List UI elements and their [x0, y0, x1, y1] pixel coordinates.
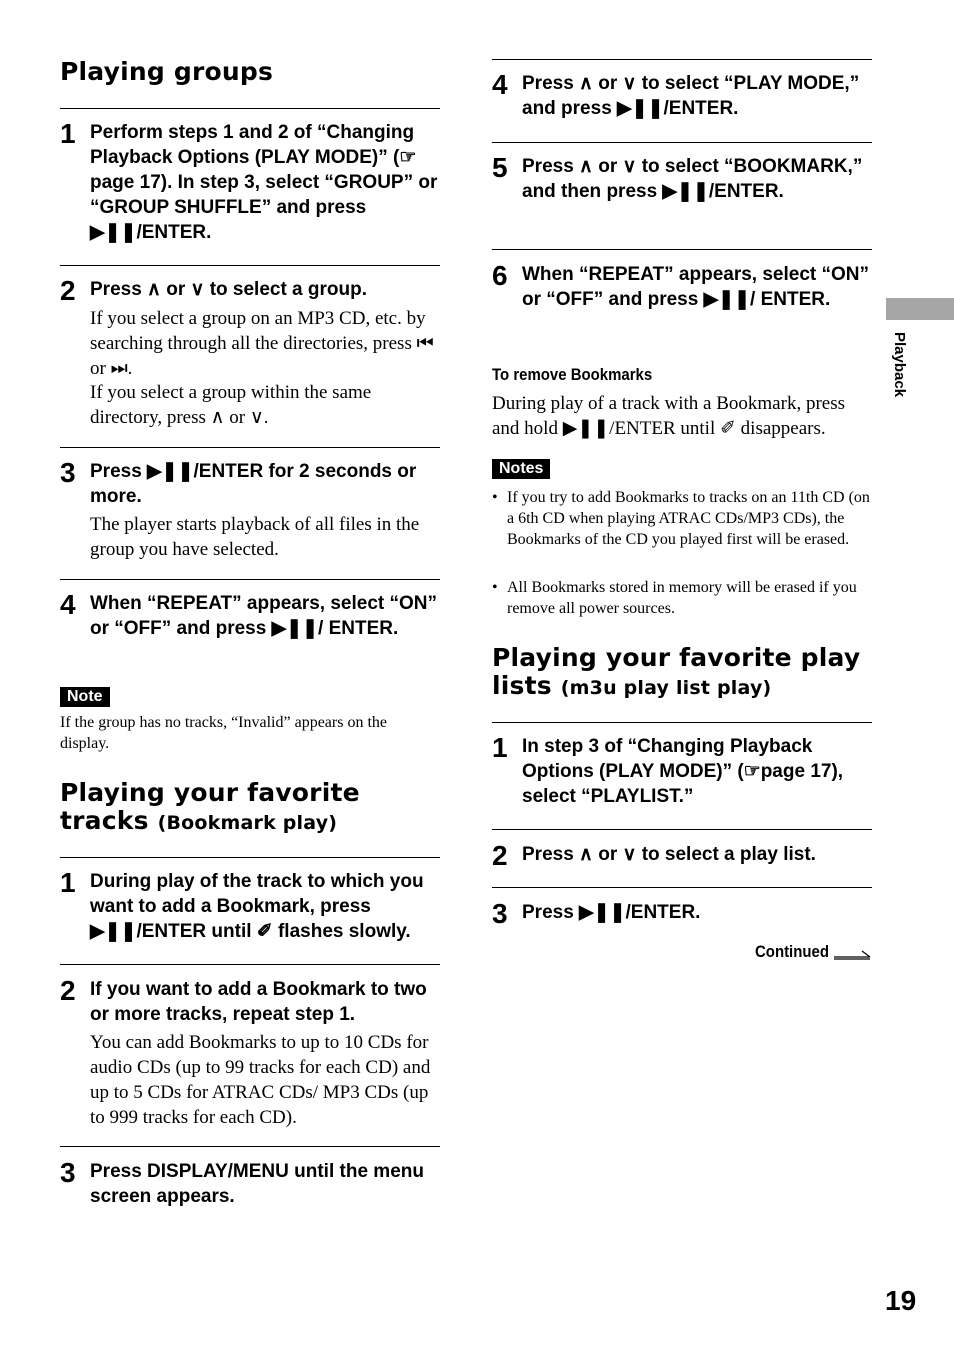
side-tab-text: Playback: [891, 332, 908, 398]
note-badge: Note: [60, 687, 110, 707]
note-text: If the group has no tracks, “Invalid” appears on the display.: [60, 714, 387, 752]
notes-badge: Notes: [492, 459, 550, 479]
title-word: lists: [492, 671, 552, 700]
page-number: 19: [885, 1285, 917, 1316]
step-text: When “REPEAT” appears, select “ON” or “OFF” and press ▶❚❚/ ENTER.: [90, 593, 438, 639]
divider: [60, 1146, 440, 1147]
step-text: Press ∧ or ∨ to select “BOOKMARK,” and then press ▶❚❚/ENTER.: [522, 156, 863, 202]
step-number: 5: [492, 152, 508, 183]
step-number: 3: [492, 898, 508, 929]
step-text: During play of the track to which you want to add a Bookmark, press ▶❚❚/ENTER until ✐ flashes slowly.: [90, 871, 424, 942]
note-item-text: If you try to add Bookmarks to tracks on an 11th CD (on a 6th CD when playing ATRAC CDs/MP3 CDs), the Bookmarks of the CD you played first will be erased.: [507, 489, 870, 548]
section-title-playing-groups: Playing groups: [60, 57, 274, 86]
step-body: You can add Bookmarks to up to 10 CDs for audio CDs (up to 99 tracks for each CD) and up to 5 CDs for ATRAC CDs/ MP3 CDs (up to 999 tracks for each CD).: [90, 1032, 431, 1128]
divider: [60, 447, 440, 448]
divider: [492, 142, 872, 143]
remove-bookmarks-heading: To remove Bookmarks: [492, 365, 653, 384]
divider: [492, 249, 872, 250]
step-number: 2: [60, 275, 76, 306]
bullet-dot: •: [492, 489, 498, 506]
remove-bookmarks-text: During play of a track with a Bookmark, press and hold ▶❚❚/ENTER until ✐ disappears.: [492, 393, 845, 439]
section-title-bookmark: [60, 779, 360, 837]
divider: [60, 108, 440, 109]
step-text: Perform steps 1 and 2 of “Changing Playback Options (PLAY MODE)” (☞ page 17). In step 3, select “GROUP” or “GROUP SHUFFLE” and press ▶❚❚/ENTER.: [90, 122, 438, 243]
title-line-2: [492, 672, 860, 702]
side-tab-label: [886, 332, 910, 412]
divider: [492, 829, 872, 830]
step-number: 4: [492, 69, 508, 100]
step-number: 1: [492, 732, 508, 763]
step-text: If you want to add a Bookmark to two or more tracks, repeat step 1.: [90, 979, 427, 1025]
step-body: The player starts playback of all files in the group you have selected.: [90, 514, 420, 560]
step-number: 3: [60, 457, 76, 488]
divider: [492, 887, 872, 888]
title-word: tracks: [60, 806, 149, 835]
step-text: When “REPEAT” appears, select “ON” or “OFF” and press ▶❚❚/ ENTER.: [522, 264, 870, 310]
step-text: Press ∧ or ∨ to select a play list.: [522, 844, 816, 865]
step-number: 4: [60, 589, 76, 620]
step-text: Press DISPLAY/MENU until the menu screen appears.: [90, 1161, 424, 1207]
title-line-1: Playing your favorite: [60, 778, 360, 807]
step-body: If you select a group on an MP3 CD, etc. by searching through all the directories, press ⏮ or ⏭.: [90, 308, 434, 379]
continued-arrow-icon: [834, 950, 872, 960]
step-number: 6: [492, 260, 508, 291]
title-subtitle: (m3u play list play): [560, 677, 772, 699]
divider: [60, 579, 440, 580]
step-text: Press ▶❚❚/ENTER for 2 seconds or more.: [90, 461, 417, 507]
divider: [492, 722, 872, 723]
step-text: Press ∧ or ∨ to select a group.: [90, 279, 368, 300]
step-text: Press ▶❚❚/ENTER.: [522, 902, 701, 923]
step-number: 3: [60, 1157, 76, 1188]
step-text: In step 3 of “Changing Playback Options (PLAY MODE)” (☞page 17), select “PLAYLIST.”: [522, 736, 844, 807]
step-body: If you select a group within the same directory, press ∧ or ∨.: [90, 382, 372, 428]
title-line-2: [60, 807, 360, 837]
step-number: 2: [60, 975, 76, 1006]
side-tab: [886, 298, 954, 320]
bullet-dot: •: [492, 579, 498, 596]
section-title-playlist: [492, 644, 860, 702]
divider: [492, 59, 872, 60]
divider: [60, 964, 440, 965]
note-item-text: All Bookmarks stored in memory will be erased if you remove all power sources.: [507, 579, 857, 617]
divider: [60, 265, 440, 266]
step-number: 2: [492, 840, 508, 871]
step-number: 1: [60, 118, 76, 149]
divider: [60, 857, 440, 858]
continued-label: Continued: [755, 942, 829, 961]
title-subtitle: (Bookmark play): [157, 812, 338, 834]
step-text: Press ∧ or ∨ to select “PLAY MODE,” and press ▶❚❚/ENTER.: [522, 73, 860, 119]
title-line-1: Playing your favorite play: [492, 643, 861, 672]
step-number: 1: [60, 867, 76, 898]
